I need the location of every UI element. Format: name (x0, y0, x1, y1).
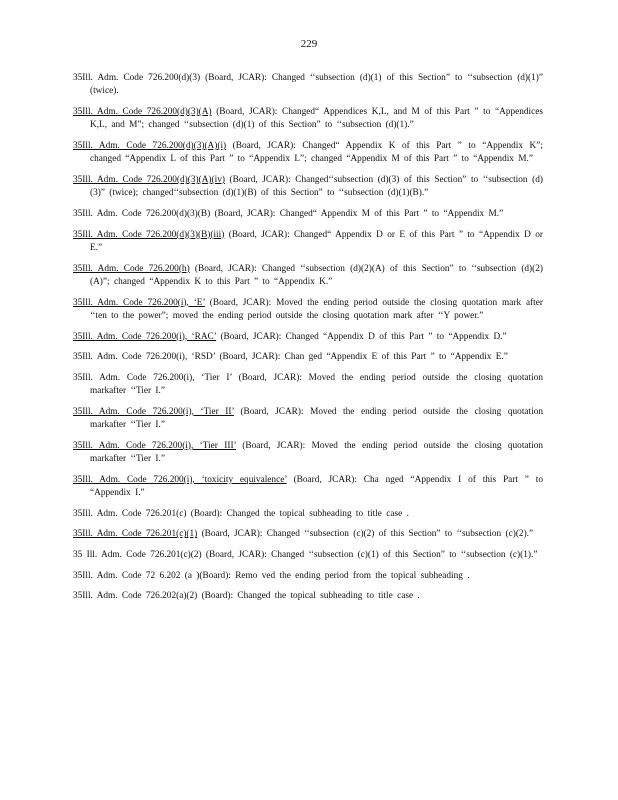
entry-description: (Board, JCAR): Changed ‘‘subsection (d)(1) of this Section” to ‘‘subsection (d)(1)” (twice). (90, 73, 543, 97)
amendment-entry (73, 528, 543, 541)
entry-description: (Board): Remo ved the ending period from the topical subheading . (199, 570, 470, 581)
amendment-entry (73, 570, 543, 583)
entry-description: (Board, JCAR): Moved the ending period outside the closing quotation mark after ‘‘ten to the power”; moved the ending period outside the closing quotation mark after ‘‘Y power.” (90, 297, 543, 321)
entry-description: (Board, JCAR): Changed “Appendix D of this Part ” to “Appendix D.” (216, 331, 507, 342)
entry-description: (Board, JCAR): Changed‘‘subsection (d)(3) of this Section” to ‘‘subsection (d)(3)” (twice); changed‘‘subsection (d)(1)(B) of this Section” to ‘‘subsection (d)(1)(B).” (90, 175, 544, 199)
amendment-entry (73, 590, 543, 603)
entry-citation: 35Ill. Adm. Code 726.200(i), ‘RAC’ (73, 331, 217, 342)
page-number: 229 (300, 38, 318, 50)
entry-description: (Board, JCAR): Chan ged “Appendix E of this Part ” to “Appendix E.” (215, 352, 508, 363)
entry-citation: 35 Ill. Adm. Code 726.201(c)(2) (73, 549, 202, 560)
entry-citation: 35Ill. Adm. Code 726.200(h) (73, 263, 190, 274)
amendment-entry (73, 72, 543, 99)
amendment-entry (73, 297, 543, 324)
entry-description: (Board, JCAR): Changed“ Appendix M of this Part ” to “Appendix M.” (210, 209, 504, 219)
amendment-entry (73, 331, 543, 344)
amendment-entry (73, 140, 543, 167)
amendment-entry (73, 263, 543, 290)
entry-citation: 35Ill. Adm. Code 726.200(d)(3)(A)(i) (73, 141, 227, 151)
entry-citation: 35Ill. Adm. Code 726.200(d)(3)(B) (73, 209, 211, 219)
amendment-entry (73, 229, 543, 256)
amendment-entry (73, 174, 543, 201)
entry-citation: 35Ill. Adm. Code 726.200(d)(3) (73, 73, 201, 83)
entry-citation: 35Ill. Adm. Code 726.200(i), ‘Tier II’ (73, 406, 234, 417)
entry-citation: 35Ill. Adm. Code 726.201(c) (73, 508, 187, 519)
amendment-entry (73, 406, 543, 433)
amendment-entry (73, 351, 543, 364)
entry-citation: 35Ill. Adm. Code 726.200(i), ‘Tier I’ (73, 372, 232, 383)
amendment-entry (73, 508, 543, 521)
entry-citation: 35Ill. Adm. Code 726.200(d)(3)(A)(iv) (73, 175, 225, 185)
entry-description: (Board, JCAR): Cha nged “Appendix I of this Part ” to “Appendix I.” (90, 474, 543, 499)
amendment-entry (73, 106, 543, 133)
entry-description: (Board): Changed the topical subheading to title case . (186, 508, 409, 519)
entry-citation: 35Ill. Adm. Code 726.201(c)(1) (73, 529, 198, 540)
amendment-entry (73, 372, 543, 399)
entry-description: (Board, JCAR): Moved the ending period outside the closing quotation markafter ‘‘Tier I.” (90, 406, 543, 431)
entry-description: (Board, JCAR): Changed ‘‘subsection (c)(1) of this Section” to ‘‘subsection (c)(1).” (201, 549, 538, 560)
entry-citation: 35Ill. Adm. Code 726.200(i), ‘RSD’ (73, 352, 216, 363)
entry-description: (Board, JCAR): Changed ‘‘subsection (d)(2)(A) of this Section” to ‘‘subsection (d)(2)(A)”; changed “Appendix K to this Part ” to “Appendix K.” (90, 263, 543, 287)
amendment-list (73, 72, 543, 611)
entry-citation: 35Ill. Adm. Code 726.200(d)(3)(B)(iii) (73, 229, 225, 240)
amendment-entry (73, 440, 543, 467)
entry-citation: 35Ill. Adm. Code 72 6.202 (a ) (73, 570, 200, 581)
entry-description: (Board, JCAR): Moved the ending period outside the closing quotation markafter ‘‘Tier I.” (90, 440, 543, 465)
entry-citation: 35Ill. Adm. Code 726.200(i), ‘E’ (73, 297, 205, 308)
entry-description: (Board, JCAR): Changed ‘‘subsection (c)(2) of this Section” to ‘‘subsection (c)(2).” (197, 529, 534, 540)
amendment-entry (73, 208, 543, 221)
entry-description: (Board, JCAR): Changed“ Appendices K,L, and M of this Part ” to “Appendices K,L, and M”; changed ‘‘subsection (d)(1) of this Section” to ‘‘subsection (d)(1).” (90, 107, 543, 131)
entry-description: (Board, JCAR): Changed“ Appendix D or E of this Part ” to “Appendix D or E.” (90, 229, 543, 253)
amendment-entry (73, 474, 543, 501)
entry-citation: 35Ill. Adm. Code 726.200(i), ‘toxicity equivalence’ (73, 474, 287, 485)
entry-citation: 35Ill. Adm. Code 726.202(a)(2) (73, 591, 198, 602)
entry-citation: 35Ill. Adm. Code 726.200(d)(3)(A) (73, 107, 212, 117)
entry-citation: 35Ill. Adm. Code 726.200(i), ‘Tier III’ (73, 440, 236, 451)
amendment-entry (73, 549, 543, 562)
entry-description: (Board, JCAR): Changed“ Appendix K of this Part ” to “Appendix K”; changed “Appendix L of this Part ” to “Appendix L”; changed “Appendix M of this Part ” to “Appendix M.” (90, 141, 543, 165)
entry-description: (Board): Changed the topical subheading to title case . (197, 591, 420, 602)
entry-description: (Board, JCAR): Moved the ending period outside the closing quotation markafter ‘‘Tier I.” (90, 372, 543, 397)
